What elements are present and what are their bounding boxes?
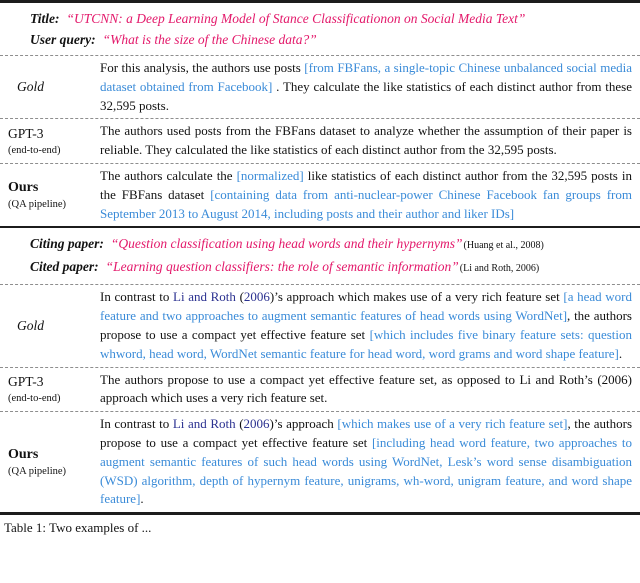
title-label: Title: [30, 11, 60, 26]
text-segment: The authors calculate the [100, 167, 237, 183]
gold-answer-1 [100, 56, 640, 118]
text-segment: [from FBFans, a single-topic Chinese unbalanced social media dataset obtained from Facebook] [100, 60, 632, 94]
ours-answer-2 [100, 412, 640, 512]
citing-paper-citation: (Huang et al., 2008) [463, 240, 544, 252]
model-name: Ours [8, 447, 39, 463]
text-segment: , the authors propose to use a compact yet effective feature set [100, 308, 632, 342]
text-segment: [including head word feature, two approaches to augment semantic features of such head words using WordNet, Lesk’s word sense disambiguation (WSD) algorithm, depth of hypernym feature, unigrams, wh-word, unigram feature, and word shape feature] [100, 434, 632, 507]
text-segment: [normalized] [236, 167, 304, 183]
text-segment: Li and Roth [173, 289, 236, 305]
text-segment: )’s approach which makes use of a very rich feature set [269, 289, 564, 305]
text-segment: [a head word feature and two approaches to augment semantic features of head words using WordNet] [100, 289, 633, 324]
text-segment: [which makes use of a very rich feature set] [337, 416, 568, 432]
text-segment: For this analysis, the authors use posts [100, 60, 305, 75]
model-name: GPT-3 [8, 374, 44, 390]
user-query-text: “What is the size of the Chinese data?” [102, 32, 317, 47]
cited-paper-citation: (Li and Roth, 2006) [459, 263, 540, 275]
table-bottom-rule [0, 512, 640, 515]
text-segment: In contrast to [100, 289, 174, 305]
model-subtitle: (QA pipeline) [8, 199, 67, 211]
cited-paper-line [0, 256, 634, 279]
model-label-gpt3 [0, 368, 100, 412]
row-gold-1 [0, 56, 640, 118]
gpt3-answer-1 [100, 119, 640, 163]
text-segment: In contrast to [100, 416, 173, 432]
citing-paper-label: Citing paper: [30, 236, 104, 252]
caption-truncated: Table 1: Two examples of ... [4, 520, 152, 536]
text-segment: [which includes five binary feature sets: question whword, head word, WordNet semantic feature for head word, word grams and word shape feature] [100, 326, 632, 361]
text-segment: , the authors propose to use a compact yet effective feature set [100, 416, 633, 450]
text-segment: . [618, 345, 623, 361]
model-subtitle: (QA pipeline) [8, 466, 67, 478]
text-segment: )’s approach [269, 416, 338, 432]
text-segment: The authors propose to use a compact yet effective feature set, as opposed to Li and Roth’s (2006) approach which uses a very rich feature set. [100, 371, 632, 406]
text-segment: . [140, 491, 144, 507]
cited-paper-title: “Learning question classifiers: the role of semantic information” [105, 259, 459, 275]
section2-header [0, 228, 640, 284]
model-subtitle: (end-to-end) [8, 145, 61, 157]
cited-paper-label: Cited paper: [30, 259, 99, 275]
text-segment: 2006 [243, 289, 270, 305]
row-ours-1 [0, 164, 640, 226]
text-segment: ( [235, 289, 244, 305]
gpt3-answer-2 [100, 368, 640, 412]
text-segment: 2006 [243, 416, 270, 432]
title-line [0, 8, 634, 29]
text-segment: The authors used posts from the FBFans dataset to analyze whether the assumption of their paper is reliable. They calculated the like statistics of each distinct author from the 32,595 posts. [100, 123, 632, 158]
text-segment: ( [235, 416, 244, 432]
model-label-ours [0, 164, 100, 226]
text-segment: . They calculate the like statistics of each distinct author from these 32,595 posts. [100, 78, 633, 113]
model-label-gold [0, 56, 100, 118]
ours-answer-1 [100, 164, 640, 226]
text-segment: [containing data from anti-nuclear-power Chinese Facebook fan groups from September 2013 to August 2014, including posts and their author and liker IDs] [100, 186, 633, 221]
text-segment: Li and Roth [172, 416, 236, 432]
row-gpt3-1 [0, 119, 640, 163]
citing-paper-title: “Question classification using head words and their hypernyms” [110, 236, 463, 252]
user-query-line [0, 29, 634, 50]
citing-paper-line [0, 233, 634, 256]
section1-header [0, 3, 640, 55]
model-name: Gold [17, 79, 44, 95]
text-segment: like statistics of each distinct author from the 32,595 posts in the FBFans dataset [100, 167, 632, 202]
model-name: Gold [17, 317, 44, 333]
row-ours-2 [0, 412, 640, 512]
model-name: GPT-3 [8, 126, 44, 142]
gold-answer-2 [100, 285, 640, 366]
model-label-gold [0, 285, 100, 366]
model-subtitle: (end-to-end) [8, 393, 61, 405]
row-gold-2 [0, 285, 640, 366]
user-query-label: User query: [30, 32, 96, 47]
model-name: Ours [8, 180, 39, 196]
row-gpt3-2 [0, 368, 640, 412]
model-label-gpt3 [0, 119, 100, 163]
paper-title-text: “UTCNN: a Deep Learning Model of Stance Classificationon on Social Media Text” [66, 11, 526, 26]
model-label-ours [0, 412, 100, 512]
